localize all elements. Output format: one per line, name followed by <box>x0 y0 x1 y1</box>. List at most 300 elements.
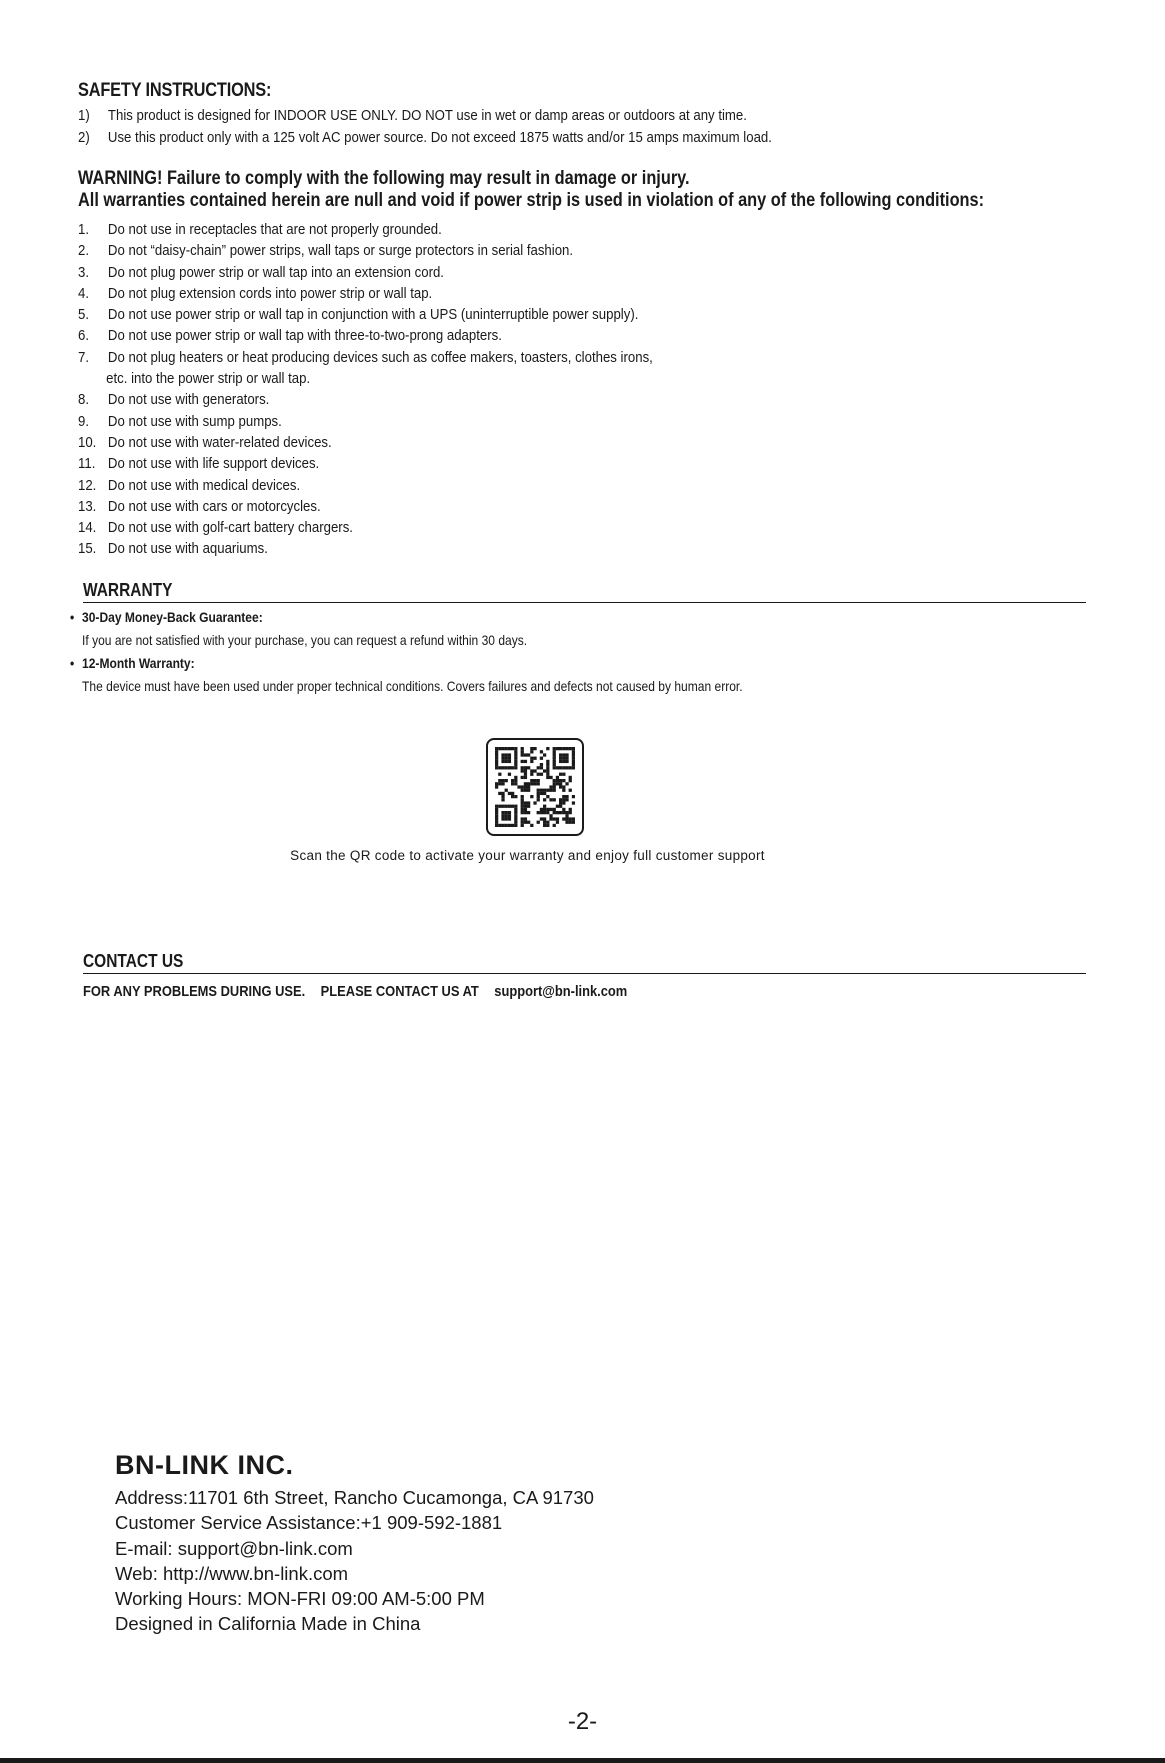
qr-module <box>562 779 565 782</box>
qr-module <box>546 763 549 766</box>
qr-module <box>505 789 508 792</box>
qr-module <box>530 773 533 776</box>
qr-module <box>533 782 536 785</box>
qr-module <box>546 795 549 798</box>
qr-module <box>514 766 517 769</box>
safety-item-text: This product is designed for INDOOR USE ONLY. DO NOT use in wet or damp areas or outdoors at any time. <box>107 107 747 124</box>
qr-module <box>543 792 546 795</box>
qr-module <box>524 769 527 772</box>
company-phone: Customer Service Assistance:+1 909-592-1881 <box>115 1512 503 1534</box>
qr-module <box>543 824 546 827</box>
qr-module <box>527 805 530 808</box>
qr-module <box>537 789 540 792</box>
condition-text: Do not use with aquariums. <box>107 540 268 558</box>
safety-list <box>78 105 867 149</box>
qr-module <box>498 747 501 750</box>
qr-module <box>559 747 562 750</box>
qr-module <box>501 757 504 760</box>
qr-module <box>527 766 530 769</box>
qr-module <box>565 760 568 763</box>
qr-module <box>553 766 556 769</box>
qr-module <box>546 808 549 811</box>
qr-module <box>508 814 511 817</box>
qr-module <box>540 757 543 760</box>
qr-module <box>549 798 552 801</box>
qr-module <box>553 798 556 801</box>
bullet-icon: • <box>70 655 75 671</box>
qr-module <box>543 811 546 814</box>
qr-module <box>501 805 504 808</box>
qr-module <box>556 817 559 820</box>
qr-module <box>530 769 533 772</box>
condition-number: 4. <box>78 284 90 302</box>
condition-number: 13. <box>78 497 97 515</box>
qr-module <box>565 757 568 760</box>
qr-module <box>514 760 517 763</box>
qr-module <box>540 763 543 766</box>
company-address: Address:11701 6th Street, Rancho Cucamonga, CA 91730 <box>115 1487 594 1508</box>
safety-item <box>78 105 772 127</box>
qr-module <box>501 814 504 817</box>
qr-module <box>527 811 530 814</box>
qr-module <box>556 821 559 824</box>
qr-module <box>521 811 524 814</box>
qr-module <box>508 817 511 820</box>
qr-module <box>565 753 568 756</box>
qr-module <box>537 782 540 785</box>
qr-module <box>533 801 536 804</box>
condition-number: 8. <box>78 391 90 409</box>
qr-module <box>505 817 508 820</box>
qr-module <box>521 750 524 753</box>
qr-module <box>521 760 524 763</box>
qr-module <box>495 808 498 811</box>
qr-module <box>527 782 530 785</box>
qr-module <box>569 747 572 750</box>
qr-module <box>521 789 524 792</box>
qr-module <box>562 773 565 776</box>
qr-module <box>572 753 575 756</box>
qr-module <box>524 808 527 811</box>
qr-module <box>495 763 498 766</box>
qr-module <box>524 811 527 814</box>
qr-module <box>514 811 517 814</box>
qr-module <box>553 753 556 756</box>
company-name: BN-LINK INC. <box>115 1450 294 1480</box>
qr-module <box>498 779 501 782</box>
qr-module <box>495 766 498 769</box>
qr-module <box>559 782 562 785</box>
condition-text: Do not use with golf-cart battery chargers. <box>107 519 353 537</box>
qr-module <box>562 747 565 750</box>
condition-text: Do not “daisy-chain” power strips, wall taps or surge protectors in serial fashion. <box>107 242 574 260</box>
qr-module <box>511 779 514 782</box>
qr-module <box>569 817 572 820</box>
qr-module <box>562 817 565 820</box>
qr-module <box>540 789 543 792</box>
warning-line-2: All warranties contained herein are null and void if power strip is used in violation of any of the following conditions: <box>78 190 985 211</box>
qr-module <box>508 766 511 769</box>
qr-module <box>553 808 556 811</box>
qr-module <box>501 782 504 785</box>
qr-module <box>546 760 549 763</box>
qr-module <box>569 811 572 814</box>
qr-module <box>508 811 511 814</box>
company-email[interactable]: E-mail: support@bn-link.com <box>115 1537 353 1559</box>
qr-module <box>527 821 530 824</box>
qr-module <box>524 782 527 785</box>
qr-module <box>565 747 568 750</box>
qr-module <box>524 766 527 769</box>
qr-module <box>524 785 527 788</box>
qr-module <box>533 747 536 750</box>
qr-module <box>540 792 543 795</box>
qr-module <box>562 753 565 756</box>
qr-module <box>559 773 562 776</box>
qr-module <box>572 763 575 766</box>
qr-module <box>537 773 540 776</box>
condition-text: Do not use with generators. <box>107 391 270 409</box>
qr-module <box>562 760 565 763</box>
qr-module <box>569 779 572 782</box>
qr-module <box>508 757 511 760</box>
qr-module <box>517 785 520 788</box>
qr-module <box>546 769 549 772</box>
qr-module <box>572 801 575 804</box>
qr-module <box>553 760 556 763</box>
qr-module <box>530 747 533 750</box>
qr-module <box>501 747 504 750</box>
qr-module <box>537 795 540 798</box>
company-info <box>115 1450 594 1637</box>
qr-module <box>501 795 504 798</box>
qr-module <box>524 753 527 756</box>
qr-module <box>559 805 562 808</box>
qr-module <box>572 795 575 798</box>
qr-module <box>543 753 546 756</box>
condition-item <box>78 496 653 517</box>
qr-module <box>511 805 514 808</box>
qr-module <box>527 785 530 788</box>
condition-text: etc. into the power strip or wall tap. <box>106 370 311 388</box>
condition-item-continuation <box>78 368 653 389</box>
qr-module <box>514 750 517 753</box>
condition-item <box>78 283 653 304</box>
condition-item <box>78 240 653 261</box>
qr-module <box>553 785 556 788</box>
condition-number: 3. <box>78 263 90 281</box>
company-web[interactable]: Web: http://www.bn-link.com <box>115 1562 349 1584</box>
warning-line-1: WARNING! Failure to comply with the following may result in damage or injury. <box>78 168 690 189</box>
condition-item <box>78 538 653 559</box>
qr-module <box>540 750 543 753</box>
safety-item <box>78 127 772 149</box>
qr-module <box>549 817 552 820</box>
warning-block <box>78 168 1132 212</box>
condition-text: Do not use power strip or wall tap with three-to-two-prong adapters. <box>107 327 502 345</box>
qr-module <box>524 773 527 776</box>
condition-number: 7. <box>78 348 90 366</box>
qr-module <box>565 766 568 769</box>
condition-item <box>78 262 653 283</box>
qr-module <box>511 824 514 827</box>
qr-module <box>562 789 565 792</box>
warranty-body <box>70 606 852 698</box>
qr-module <box>537 811 540 814</box>
company-origin: Designed in California Made in China <box>115 1613 421 1635</box>
qr-module <box>521 801 524 804</box>
qr-module <box>559 757 562 760</box>
qr-module <box>553 817 556 820</box>
qr-code-icon[interactable] <box>486 738 584 836</box>
qr-module <box>527 801 530 804</box>
condition-item <box>78 325 653 346</box>
qr-module <box>514 821 517 824</box>
qr-module <box>495 747 498 750</box>
qr-module <box>530 757 533 760</box>
qr-module <box>514 824 517 827</box>
qr-module <box>521 808 524 811</box>
qr-module <box>524 789 527 792</box>
qr-module <box>501 766 504 769</box>
qr-module <box>549 789 552 792</box>
qr-module <box>549 785 552 788</box>
qr-module <box>562 801 565 804</box>
qr-module <box>565 814 568 817</box>
qr-module <box>556 782 559 785</box>
condition-number: 5. <box>78 306 90 324</box>
qr-module <box>533 779 536 782</box>
contact-line <box>83 983 627 1000</box>
qr-module <box>495 753 498 756</box>
warranty-item-title <box>70 652 743 675</box>
conditions-list <box>78 219 731 560</box>
qr-module <box>569 789 572 792</box>
condition-number: 6. <box>78 327 90 345</box>
qr-module <box>521 798 524 801</box>
qr-module <box>553 779 556 782</box>
qr-module <box>556 766 559 769</box>
safety-section <box>78 80 867 149</box>
qr-module <box>514 817 517 820</box>
qr-module <box>505 805 508 808</box>
qr-module <box>537 766 540 769</box>
condition-number: 10. <box>78 433 97 451</box>
qr-module <box>501 817 504 820</box>
qr-module <box>569 821 572 824</box>
condition-text: Do not use with medical devices. <box>107 476 301 494</box>
qr-module <box>549 808 552 811</box>
qr-module <box>553 789 556 792</box>
qr-module <box>553 782 556 785</box>
qr-module <box>521 795 524 798</box>
company-hours: Working Hours: MON-FRI 09:00 AM-5:00 PM <box>115 1588 485 1610</box>
bottom-rule <box>0 1758 1165 1763</box>
qr-module <box>505 824 508 827</box>
qr-module <box>565 798 568 801</box>
qr-module <box>546 789 549 792</box>
qr-module <box>508 760 511 763</box>
safety-item-number: 2) <box>78 129 90 146</box>
qr-module <box>565 795 568 798</box>
qr-module <box>495 824 498 827</box>
qr-module <box>511 795 514 798</box>
condition-text: Do not plug power strip or wall tap into an extension cord. <box>107 263 444 281</box>
qr-module <box>498 782 501 785</box>
qr-module <box>495 750 498 753</box>
qr-module <box>562 795 565 798</box>
qr-module <box>559 798 562 801</box>
qr-module <box>508 805 511 808</box>
qr-module <box>521 769 524 772</box>
qr-module <box>501 811 504 814</box>
qr-module <box>549 814 552 817</box>
qr-module <box>514 776 517 779</box>
qr-module <box>511 792 514 795</box>
qr-module <box>565 821 568 824</box>
condition-text: Do not use in receptacles that are not properly grounded. <box>107 221 442 238</box>
qr-module <box>514 779 517 782</box>
qr-module <box>549 776 552 779</box>
qr-module <box>511 747 514 750</box>
qr-module <box>562 808 565 811</box>
qr-module <box>553 747 556 750</box>
qr-module <box>521 805 524 808</box>
condition-number: 1. <box>78 221 90 238</box>
qr-module <box>569 808 572 811</box>
qr-module <box>521 753 524 756</box>
qr-module <box>521 776 524 779</box>
warranty-item-title <box>70 606 743 629</box>
qr-module <box>508 773 511 776</box>
qr-module <box>553 824 556 827</box>
qr-module <box>572 766 575 769</box>
qr-module <box>559 811 562 814</box>
qr-module <box>521 785 524 788</box>
qr-module <box>521 821 524 824</box>
page-number: -2- <box>567 1708 598 1735</box>
condition-item <box>78 517 653 538</box>
condition-text: Do not use with cars or motorcycles. <box>107 497 321 515</box>
qr-module <box>508 753 511 756</box>
qr-module <box>572 747 575 750</box>
warranty-item-title-text: 30-Day Money-Back Guarantee: <box>82 609 263 625</box>
safety-item-text: Use this product only with a 125 volt AC power source. Do not exceed 1875 watts and/or 15 amps maximum load. <box>107 129 772 146</box>
qr-module <box>498 824 501 827</box>
qr-module <box>498 805 501 808</box>
qr-module <box>533 757 536 760</box>
qr-module <box>505 747 508 750</box>
qr-module <box>530 760 533 763</box>
qr-module <box>495 817 498 820</box>
qr-module <box>559 779 562 782</box>
bullet-icon: • <box>70 609 75 625</box>
qr-module <box>540 817 543 820</box>
qr-module <box>524 801 527 804</box>
condition-text: Do not use with water-related devices. <box>107 433 332 451</box>
qr-module <box>562 757 565 760</box>
qr-module <box>546 776 549 779</box>
qr-module <box>546 821 549 824</box>
qr-module <box>556 779 559 782</box>
condition-item <box>78 432 653 453</box>
qr-module <box>530 750 533 753</box>
qr-module <box>514 795 517 798</box>
qr-module <box>495 805 498 808</box>
qr-module <box>559 801 562 804</box>
qr-module <box>495 811 498 814</box>
condition-number: 14. <box>78 519 97 537</box>
qr-module <box>537 792 540 795</box>
qr-module <box>524 760 527 763</box>
warranty-heading-text: WARRANTY <box>83 580 173 600</box>
qr-module <box>498 792 501 795</box>
qr-module <box>543 817 546 820</box>
safety-item-number: 1) <box>78 107 90 124</box>
qr-module <box>511 782 514 785</box>
qr-module <box>495 814 498 817</box>
qr-module <box>501 824 504 827</box>
qr-module <box>565 782 568 785</box>
qr-module <box>537 779 540 782</box>
qr-module <box>514 753 517 756</box>
qr-module <box>543 808 546 811</box>
qr-module <box>559 785 562 788</box>
condition-item <box>78 475 653 496</box>
qr-module <box>505 757 508 760</box>
qr-module <box>524 805 527 808</box>
qr-caption: Scan the QR code to activate your warranty and enjoy full customer support <box>290 848 765 863</box>
qr-module <box>572 757 575 760</box>
qr-module <box>521 824 524 827</box>
qr-module <box>530 824 533 827</box>
qr-module <box>543 821 546 824</box>
qr-module <box>505 766 508 769</box>
qr-module <box>546 773 549 776</box>
qr-module <box>505 779 508 782</box>
warranty-item-text: If you are not satisfied with your purchase, you can request a refund within 30 days. <box>82 632 528 648</box>
qr-module <box>495 757 498 760</box>
contact-heading <box>83 949 1086 974</box>
qr-module <box>553 757 556 760</box>
qr-module <box>540 773 543 776</box>
qr-module <box>495 760 498 763</box>
qr-module <box>572 817 575 820</box>
qr-module <box>521 766 524 769</box>
qr-module <box>537 821 540 824</box>
contact-email-link[interactable]: support@bn-link.com <box>494 983 628 1000</box>
qr-module <box>556 811 559 814</box>
qr-module <box>514 814 517 817</box>
qr-module <box>495 782 498 785</box>
qr-module <box>559 753 562 756</box>
condition-item <box>78 304 653 325</box>
qr-module <box>562 798 565 801</box>
warranty-item-text: The device must have been used under proper technical conditions. Covers failures and defects not caused by human error. <box>82 678 743 694</box>
qr-module <box>498 766 501 769</box>
qr-module <box>565 811 568 814</box>
qr-module <box>530 782 533 785</box>
qr-module <box>556 776 559 779</box>
qr-module <box>505 760 508 763</box>
qr-module <box>572 821 575 824</box>
qr-module <box>543 798 546 801</box>
qr-module <box>501 798 504 801</box>
qr-module <box>498 773 501 776</box>
qr-module <box>546 766 549 769</box>
qr-module <box>514 808 517 811</box>
qr-module <box>553 763 556 766</box>
